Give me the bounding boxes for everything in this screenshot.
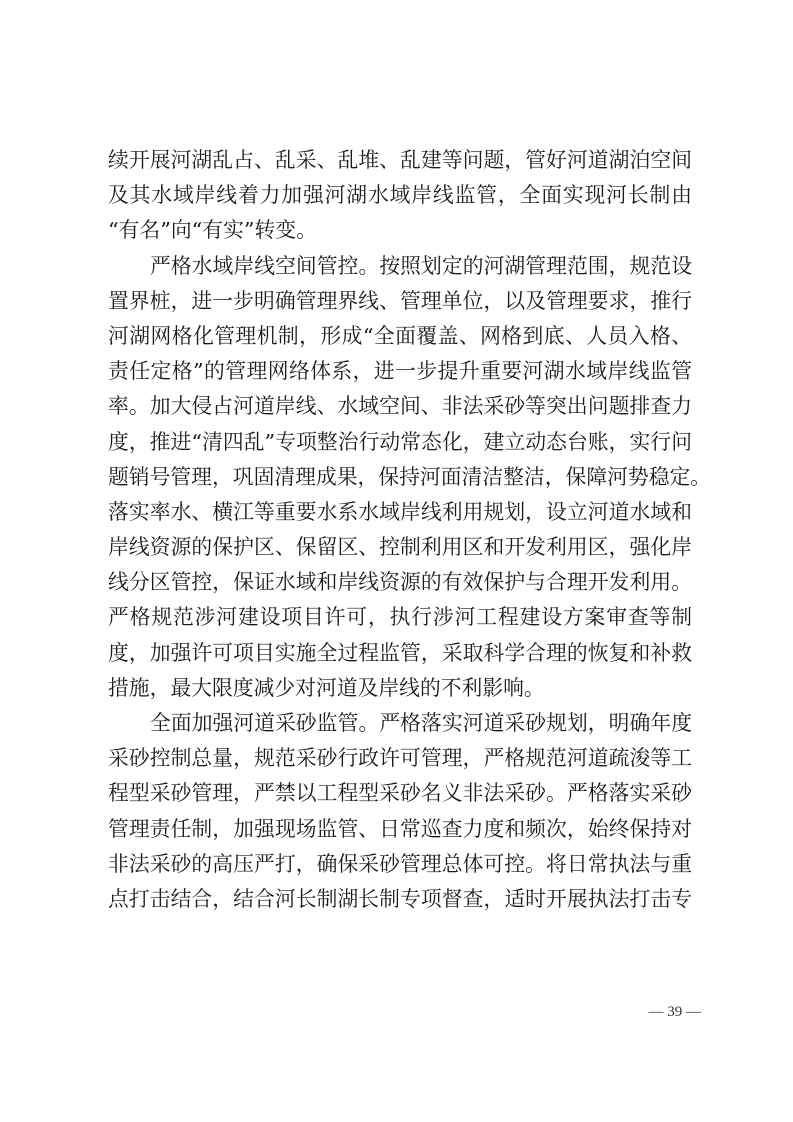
text-line: 采砂控制总量，规范采砂行政许可管理，严格规范河道疏浚等工 — [108, 746, 692, 771]
text-line: 程型采砂管理，严禁以工程型采砂名义非法采砂。严格落实采砂 — [108, 781, 692, 806]
text-line: 题销号管理，巩固清理成果，保持河面清洁整洁，保障河势稳定。 — [108, 464, 712, 489]
text-line: 续开展河湖乱占、乱采、乱堆、乱建等问题，管好河道湖泊空间 — [108, 148, 692, 172]
text-line: “有名”向“有实”转变。 — [108, 218, 317, 243]
text-line: 河湖网格化管理机制，形成“全面覆盖、网格到底、人员入格、 — [108, 323, 692, 348]
text-line: 点打击结合，结合河长制湖长制专项督查，适时开展执法打击专 — [108, 886, 692, 911]
text-line: 措施，最大限度减少对河道及岸线的不利影响。 — [108, 675, 545, 700]
text-line: 线分区管控，保证水域和岸线资源的有效保护与合理开发利用。 — [108, 570, 692, 595]
text-line: 度，加强许可项目实施全过程监管，采取科学合理的恢复和补救 — [108, 640, 692, 665]
text-line: 责任定格”的管理网络体系，进一步提升重要河湖水域岸线监管 — [108, 359, 692, 384]
text-line: 率。加大侵占河道岸线、水域空间、非法采砂等突出问题排查力 — [108, 394, 692, 419]
text-line: 落实率水、横江等重要水系水域岸线利用规划，设立河道水域和 — [108, 499, 692, 524]
text-line: 及其水域岸线着力加强河湖水域岸线监管，全面实现河长制由 — [108, 183, 692, 208]
text-line: 全面加强河道采砂监管。严格落实河道采砂规划，明确年度 — [150, 711, 692, 735]
text-line: 管理责任制，加强现场监管、日常巡查力度和频次，始终保持对 — [108, 816, 692, 841]
page-number: — 39 — — [648, 1004, 701, 1020]
text-line: 置界桩，进一步明确管理界线、管理单位，以及管理要求，推行 — [108, 288, 692, 313]
text-line: 严格水域岸线空间管控。按照划定的河湖管理范围，规范设 — [150, 253, 692, 278]
text-line: 岸线资源的保护区、保留区、控制利用区和开发利用区，强化岸 — [108, 535, 692, 560]
text-line: 严格规范涉河建设项目许可，执行涉河工程建设方案审查等制 — [108, 605, 692, 630]
text-line: 度，推进“清四乱”专项整治行动常态化，建立动态台账，实行问 — [108, 429, 692, 454]
body-text — [108, 143, 712, 917]
text-line: 非法采砂的高压严打，确保采砂管理总体可控。将日常执法与重 — [108, 851, 692, 876]
